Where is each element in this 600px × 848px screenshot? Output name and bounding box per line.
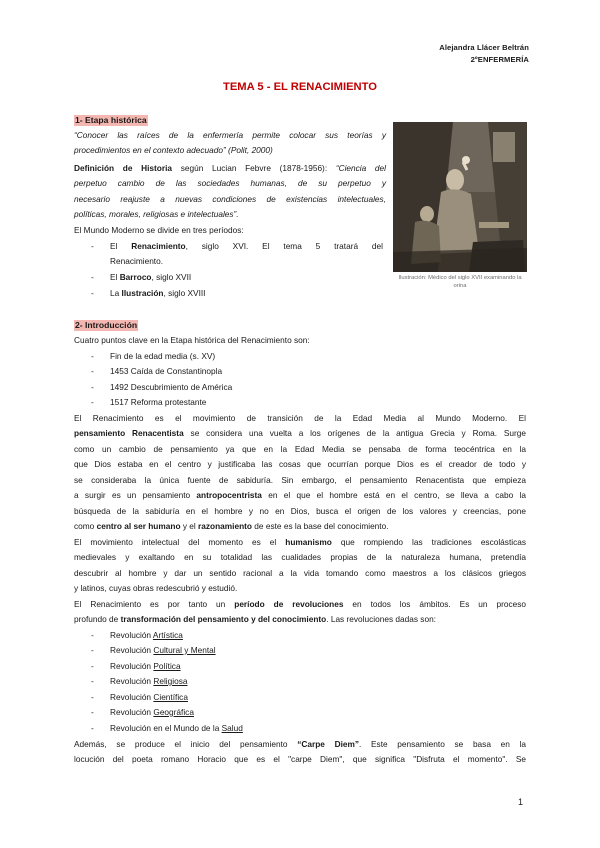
painting-caption: Ilustración: Médico del siglo XVII examinando la orina [398,275,522,289]
paragraph-line: a surgir es un pensamiento antropocentrista en el que el hombre está en el centro, se lleva a cabo la [74,490,526,500]
periods-intro: El Mundo Moderno se divide en tres períodos: [74,225,244,235]
key-point: Fin de la edad media (s. XV) [110,351,216,361]
key-point: 1517 Reforma protestante [110,397,207,407]
paragraph-line: descubrir al hombre y dar un sentido racional a la vida tomando como maestros a los clásicos griegos [74,568,526,578]
paragraph-line: como centro al ser humano y el razonamiento de este es la base del conocimiento. [74,521,389,531]
section-heading-introduccion: 2- Introducción [75,320,138,330]
revolution-item: Revolución Religiosa [110,676,188,686]
header-author: Alejandra Llácer Beltrán [439,43,529,52]
quote-line-1: “Conocer las raíces de la enfermería permite colocar sus teorías y [74,130,386,140]
paragraph-line: pensamiento Renacentista se considera una vuelta a los orígenes de la antigua Grecia y Roma. Surge [74,428,527,438]
period-renacimiento-cont: Renacimiento. [110,256,164,266]
paragraph-line: El movimiento intelectual del momento es el humanismo que rompiendo las tradiciones escolásticas [74,537,527,547]
definition-label: Definición de Historia [74,163,173,173]
revolution-item: Revolución Artística [110,630,183,640]
definition-line-2: perpetuo cambio de las sociedades humanas, de su perpetuo y [74,178,386,188]
page-number: 1 [517,797,523,807]
definition-line-3: necesario reajuste a nuevas condiciones de existencias intelectuales, [74,194,386,204]
list-dash: - [91,707,94,717]
painting-image [393,122,527,272]
period-renacimiento: El Renacimiento, siglo XVI. El tema 5 tratará del [110,241,384,251]
list-dash: - [91,366,94,376]
paragraph-line: que Dios estaba en el centro y justificaba las cosas que ocurrían porque Dios es el creador de todo y [74,459,526,469]
list-dash: - [91,382,94,392]
paragraph-line: y latinos, cuyas obras redescubrió y estudió. [74,583,238,593]
paragraph-line: búsqueda de la sabiduría en el hombre y no en Dios, busca el origen de los valores y creencias, pone [74,506,526,516]
paragraph-line: Además, se produce el inicio del pensamiento “Carpe Diem”. Este pensamiento se basa en la [74,739,526,749]
definition-quote-start: “Ciencia del [335,163,386,173]
list-dash: - [91,645,94,655]
list-dash: - [91,241,94,251]
list-dash: - [91,351,94,361]
definition-author: según Lucian Febvre (1878-1956): [172,163,336,173]
paragraph-line: locución del poeta romano Horacio que es el "carpe Diem", que significa "Disfruta el momento". Se [74,754,526,764]
list-dash: - [91,630,94,640]
revolution-item: Revolución Política [110,661,181,671]
list-dash: - [91,723,94,733]
quote-line-2: procedimientos en el contexto adecuado” (Polit, 2000) [74,145,273,155]
definition-line-4: políticas, morales, religiosas e intelectuales”. [74,209,239,219]
key-point: 1453 Caída de Constantinopla [110,366,223,376]
revolution-item: Revolución en el Mundo de la Salud [110,723,243,733]
definition-line-1 [74,163,386,174]
revolution-item: Revolución Cultural y Mental [110,645,216,655]
key-points-intro: Cuatro puntos clave en la Etapa histórica del Renacimiento son: [74,335,310,345]
paragraph-line: se consideraba la única fuente de sabiduría. Sin embargo, el pensamiento Renacentista que empieza [74,475,526,485]
paragraph-line: como un cambio de pensamiento ya que en la Edad Media se pensaba de forma teocéntrica en la [74,444,526,454]
page-title: TEMA 5 - EL RENACIMIENTO [223,81,377,93]
list-dash: - [91,676,94,686]
key-point: 1492 Descubrimiento de América [110,382,233,392]
period-barroco: El Barroco, siglo XVII [110,272,192,282]
list-dash: - [91,397,94,407]
list-dash: - [91,272,94,282]
revolution-item: Revolución Geográfica [110,707,194,717]
period-ilustracion: La Ilustración, siglo XVIII [110,288,206,298]
header-course: 2ºENFERMERÍA [470,55,529,64]
paragraph-line: medievales y exaltando en su totalidad las cualidades propias de la naturaleza humana, pretendía [74,552,526,562]
paragraph-line: El Renacimiento es por tanto un período de revoluciones en todos los ámbitos. Es un proceso [74,599,526,609]
list-dash: - [91,288,94,298]
section-heading-etapa: 1- Etapa histórica [75,115,147,125]
list-dash: - [91,661,94,671]
paragraph-line: profundo de transformación del pensamiento y del conocimiento. Las revoluciones dadas son: [74,614,436,624]
list-dash: - [91,692,94,702]
revolution-item: Revolución Científica [110,692,188,702]
paragraph-line: El Renacimiento es el movimiento de transición de la Edad Media al Mundo Moderno. El [74,413,526,423]
